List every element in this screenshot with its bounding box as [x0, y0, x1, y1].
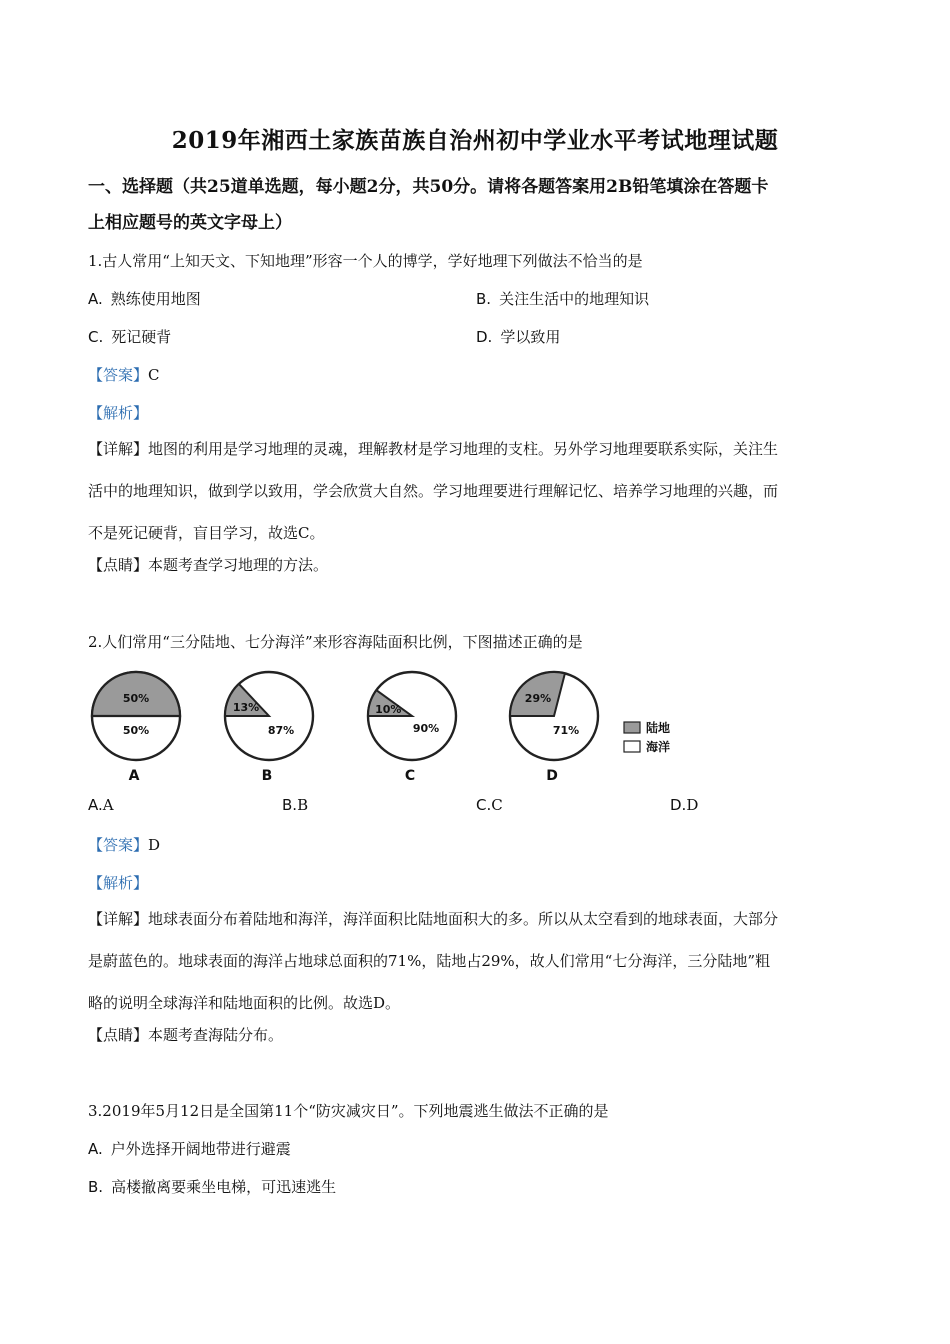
q1-option-b	[476, 288, 649, 309]
option-text: C	[491, 796, 503, 814]
q1-option-a	[88, 288, 201, 309]
page-title: 2019年湘西土家族苗族自治州初中学业水平考试地理试题	[171, 127, 779, 154]
pie-label: B	[261, 768, 273, 783]
option-text: 学以致用	[500, 328, 561, 346]
land-percent-label: 10%	[375, 702, 402, 716]
option-key: C.	[88, 328, 104, 346]
q1-analysis-label: 【解析】	[88, 404, 149, 422]
q2-analysis-label: 【解析】	[88, 874, 149, 892]
option-text: 关注生活中的地理知识	[499, 290, 650, 308]
pie-label: D	[546, 768, 558, 783]
option-key: A.	[88, 796, 103, 814]
option-key: D.	[476, 328, 493, 346]
option-key: D.	[670, 796, 687, 814]
detail-line: 【详解】地图的利用是学习地理的灵魂，理解教材是学习地理的支柱。另外学习地理要联系实际，关注生	[88, 440, 779, 458]
option-text: D	[686, 796, 699, 814]
option-key: C.	[476, 796, 492, 814]
option-text: B	[297, 796, 309, 814]
q1-detail	[88, 428, 864, 554]
q1-option-c	[88, 326, 171, 347]
answer-value: D	[148, 836, 161, 854]
option-key: B.	[282, 796, 298, 814]
answer-value: C	[148, 366, 160, 384]
answer-label: 【答案】	[88, 366, 149, 384]
land-percent-label: 29%	[524, 691, 552, 705]
detail-line: 是蔚蓝色的。地球表面的海洋占地球总面积的71%，陆地占29%，故人们常用“七分海洋，三分陆地”粗	[88, 952, 771, 970]
q3-option-b	[88, 1176, 336, 1197]
q3-stem: 3.2019年5月12日是全国第11个“防灾减灾日”。下列地震逃生做法不正确的是	[88, 1102, 609, 1120]
q2-stem: 2.人们常用“三分陆地、七分海洋”来形容海陆面积比例，下图描述正确的是	[88, 633, 583, 651]
detail-line: 【详解】地球表面分布着陆地和海洋，海洋面积比陆地面积大的多。所以从太空看到的地球表面，大部分	[88, 910, 779, 928]
q2-option-b	[282, 796, 308, 814]
q2-detail	[88, 898, 864, 1024]
legend-land-label: 陆地	[646, 721, 671, 735]
legend-land-swatch	[624, 722, 640, 733]
ocean-percent-label: 50%	[122, 724, 150, 737]
land-ocean-pie-figure	[84, 668, 684, 783]
detail-line: 略的说明全球海洋和陆地面积的比例。故选D。	[88, 994, 401, 1012]
option-key: B.	[476, 290, 492, 308]
legend-ocean-swatch	[624, 741, 640, 752]
pie-label: A	[128, 768, 140, 783]
option-key: B.	[88, 1178, 104, 1196]
option-text: 熟练使用地图	[110, 290, 201, 308]
land-percent-label: 50%	[122, 692, 150, 705]
option-text: 高楼撤离要乘坐电梯，可迅速逃生	[111, 1178, 337, 1196]
option-text: 户外选择开阔地带进行避震	[110, 1140, 291, 1158]
option-text: A	[102, 796, 114, 814]
q1-comment: 【点睛】本题考查学习地理的方法。	[88, 556, 329, 574]
section-heading-line2: 上相应题号的英文字母上）	[88, 213, 292, 233]
q2-comment: 【点睛】本题考查海陆分布。	[88, 1026, 284, 1044]
detail-line: 不是死记硬背，盲目学习，故选C。	[88, 524, 325, 542]
q1-stem: 1.古人常用“上知天文、下知地理”形容一个人的博学，学好地理下列做法不恰当的是	[88, 252, 643, 270]
q3-option-a	[88, 1138, 291, 1159]
answer-label: 【答案】	[88, 836, 149, 854]
ocean-percent-label: 71%	[552, 724, 580, 737]
option-key: A.	[88, 1140, 103, 1158]
q2-option-c	[476, 796, 503, 814]
section-heading-line1: 一、选择题（共25道单选题，每小题2分，共50分。请将各题答案用2B铅笔填涂在答题卡	[88, 177, 769, 197]
detail-line: 活中的地理知识，做到学以致用，学会欣赏大自然。学习地理要进行理解记忆、培养学习地理的兴趣，而	[88, 482, 779, 500]
pie-label: C	[404, 768, 416, 783]
q2-option-a	[88, 796, 114, 814]
q2-option-d	[670, 796, 698, 814]
option-key: A.	[88, 290, 103, 308]
q1-answer	[88, 364, 160, 385]
q1-option-d	[476, 326, 560, 347]
legend-ocean-label: 海洋	[646, 740, 671, 754]
ocean-percent-label: 90%	[412, 722, 440, 735]
q2-answer	[88, 834, 160, 855]
ocean-percent-label: 87%	[267, 724, 295, 737]
land-percent-label: 13%	[232, 700, 260, 714]
option-text: 死记硬背	[111, 328, 172, 346]
